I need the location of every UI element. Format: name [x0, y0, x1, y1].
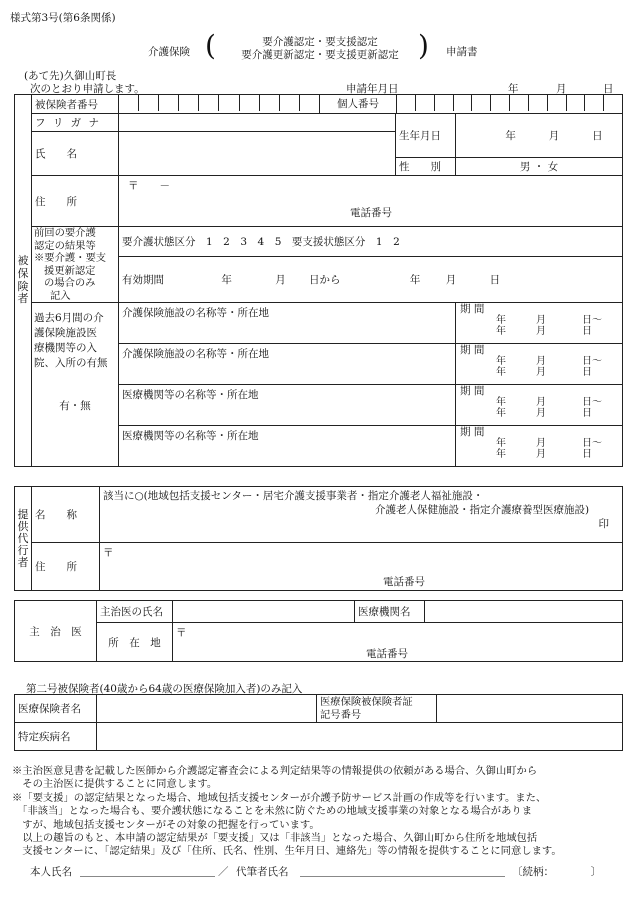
facility-label-line: 療機関等の入: [34, 342, 97, 354]
prev-line: の場合のみ: [44, 277, 96, 289]
facility-row-3[interactable]: 医療機関等の名称等・所在地: [119, 385, 456, 426]
date-day: 日: [603, 83, 614, 95]
type-line-1: 要介護認定・要支援認定: [262, 36, 378, 48]
insured-table: [14, 94, 623, 467]
agent-postal: 〒: [103, 547, 114, 559]
note-line: 「非該当」となった場合も、要介護状態になることを未然に防ぐための地域支援事業の対象となる場合がありま: [12, 805, 532, 818]
application-date-label: 申請年月日: [346, 83, 399, 95]
doctor-address-label: 所 在 地: [97, 623, 173, 662]
agent-phone-label: 電話番号: [383, 576, 425, 588]
agent-section-label: 提 供 代 行 者: [15, 487, 32, 591]
addressee: (あて先)久御山町長: [24, 70, 117, 82]
validity-end-month: 月: [445, 274, 457, 286]
section-char: 険: [17, 279, 29, 293]
agent-name-text1: 該当に○(地域包括支援センター・居宅介護支援事業者・指定介護老人福祉施設・: [103, 490, 484, 502]
date-month: 月: [556, 83, 567, 95]
person-name-label: 本人氏名: [30, 866, 72, 878]
agent-name-field[interactable]: [100, 487, 623, 543]
second-insured-title: 第二号被保険者(40歳から64歳の医療保険加入者)のみ記入: [26, 683, 303, 695]
birth-label: 生年月日: [396, 114, 456, 158]
kojin-number-label: 個人番号: [319, 95, 396, 113]
facility-row-4[interactable]: 医療機関等の名称等・所在地: [119, 426, 456, 467]
period-label: 期 間: [460, 303, 485, 315]
note-line: 以上の趣旨のもと、本申請の認定結果が「要支援」又は「非該当」となった場合、久御山町から住所を地域包括: [12, 832, 538, 845]
institution-label: 医療機関名: [355, 601, 425, 623]
sex-field[interactable]: 男 ・ 女: [456, 158, 623, 176]
birth-year: 年: [505, 130, 516, 142]
application-type: [230, 36, 410, 62]
shinseisho-label: 申請書: [446, 46, 478, 58]
period-label: 期 間: [460, 385, 485, 397]
doctor-name-label: 主治医の氏名: [97, 601, 173, 623]
prev-line: 前回の要介護: [34, 227, 96, 239]
period-grid: 年 月 日～ 年 月 日: [496, 397, 602, 419]
prev-line: 認定の結果等: [34, 239, 96, 252]
address-postal: 〒 －: [128, 180, 170, 192]
prev-line: 記入: [50, 289, 71, 302]
type-line-2: 要介護更新認定・要支援更新認定: [241, 49, 399, 61]
note-line: ※主治医意見書を記載した医師から介護認定審査会による判定結果等の情報提供の依頼がある場合、久御山町から: [12, 765, 538, 777]
date-year: 年: [508, 83, 519, 95]
care-level-field[interactable]: 要介護状態区分 1 2 3 4 5 要支援状態区分 1 2: [119, 227, 623, 257]
proxy-name-field[interactable]: [300, 876, 505, 877]
furigana-field[interactable]: [119, 114, 396, 132]
form-number: 様式第3号(第6条関係): [10, 12, 116, 24]
period-grid: 年 月 日～ 年 月 日: [496, 356, 602, 378]
period-label: 期 間: [460, 344, 485, 356]
doctor-table: [14, 600, 623, 662]
left-bracket: (: [205, 29, 216, 62]
disease-label: 特定疾病名: [15, 723, 97, 751]
agent-name-label: 名 称: [32, 487, 100, 543]
prev-line: 援更新認定: [44, 264, 96, 277]
prev-result-label: [32, 227, 119, 303]
person-name-field[interactable]: [80, 876, 215, 877]
relation-field[interactable]: 〔続柄： 〕: [512, 866, 602, 878]
doctor-section-label: 主 治 医: [15, 601, 97, 662]
kojin-number-field[interactable]: [396, 95, 622, 113]
insurer-field[interactable]: [97, 695, 317, 723]
facility-history-label: [32, 303, 119, 467]
facility-label-line: 護保険施設医: [34, 327, 97, 339]
doctor-name-field[interactable]: [173, 601, 355, 623]
note-line: その主治医に提供することに同意します。: [12, 778, 218, 791]
period-row-1[interactable]: [456, 303, 623, 344]
period-row-3[interactable]: [456, 385, 623, 426]
section-char: 保: [17, 266, 29, 280]
furigana-label: フ リ ガ ナ: [32, 114, 119, 132]
facility-label-line: 過去6月間の介: [34, 312, 104, 324]
consent-notes: [12, 765, 562, 859]
agent-address-field[interactable]: [100, 543, 623, 591]
birth-field[interactable]: [456, 114, 623, 158]
disease-field[interactable]: [97, 723, 623, 751]
name-field[interactable]: [119, 132, 396, 176]
note-line: 支援センターに、「認定結果」及び「住所、氏名、性別、生年月日、連絡先」等の情報を提供することに同意します。: [12, 845, 562, 858]
insured-number-field[interactable]: [119, 95, 319, 113]
insured-number-label: 被保険者番号: [32, 95, 119, 114]
kaigo-hoken-label: 介護保険: [148, 46, 190, 58]
address-phone-label: 電話番号: [350, 207, 392, 219]
note-line: すが、地域包括支援センターがその対象の把握を行っています。: [12, 818, 320, 831]
prev-line: ※要介護・要支: [34, 252, 107, 264]
insured-section-label: [15, 95, 32, 467]
address-label: 住 所: [32, 176, 119, 227]
section-char: 被: [17, 254, 29, 268]
right-bracket: ): [418, 29, 429, 62]
cert-label: 医療保険被保険者証 記号番号: [317, 695, 437, 723]
slash-separator: ／: [218, 866, 229, 878]
insured-number-row: [119, 95, 623, 114]
period-grid: 年 月 日～ 年 月 日: [496, 315, 602, 337]
validity-label: 有効期間: [122, 274, 164, 286]
doctor-address-field[interactable]: [173, 623, 623, 662]
cert-field[interactable]: [437, 695, 623, 723]
doctor-phone-label: 電話番号: [366, 648, 408, 660]
agent-table: [14, 486, 623, 591]
validity-from: 日から: [309, 274, 341, 286]
period-label: 期 間: [460, 426, 485, 438]
facility-row-2[interactable]: 介護保険施設の名称等・所在地: [119, 344, 456, 385]
note-line: ※「要支援」の認定結果となった場合、地域包括支援センターが介護予防サービス計画の作成等を行います。また、: [12, 791, 547, 804]
birth-month: 月: [548, 130, 560, 142]
period-row-2[interactable]: [456, 344, 623, 385]
validity-year: 年: [221, 274, 232, 286]
name-label: 氏 名: [32, 132, 119, 176]
address-field[interactable]: [119, 176, 623, 227]
institution-field[interactable]: [425, 601, 623, 623]
agent-address-label: 住 所: [32, 543, 100, 591]
intro-text: 次のとおり申請します。: [30, 83, 145, 95]
section-char: 者: [17, 292, 29, 306]
sex-label: 性 別: [396, 158, 456, 176]
insurer-label: 医療保険者名: [15, 695, 97, 723]
validity-end-day: 日: [489, 274, 501, 286]
validity-month: 月: [275, 274, 286, 286]
facility-row-1[interactable]: 介護保険施設の名称等・所在地: [119, 303, 456, 344]
validity-end-year: 年: [409, 274, 421, 286]
period-grid: 年 月 日～ 年 月 日: [496, 438, 602, 460]
doctor-postal: 〒: [176, 627, 187, 639]
agent-name-text2: 介護老人保健施設・指定介護療養型医療施設): [375, 504, 590, 516]
seal-mark: 印: [598, 518, 609, 530]
birth-day: 日: [592, 130, 603, 142]
period-row-4[interactable]: [456, 426, 623, 467]
proxy-name-label: 代筆者氏名: [236, 866, 289, 878]
second-insured-table: [14, 694, 623, 751]
validity-field[interactable]: [119, 257, 623, 303]
facility-label-line: 院、入所の有無: [34, 357, 108, 369]
umu-choice[interactable]: 有・無: [59, 400, 91, 412]
